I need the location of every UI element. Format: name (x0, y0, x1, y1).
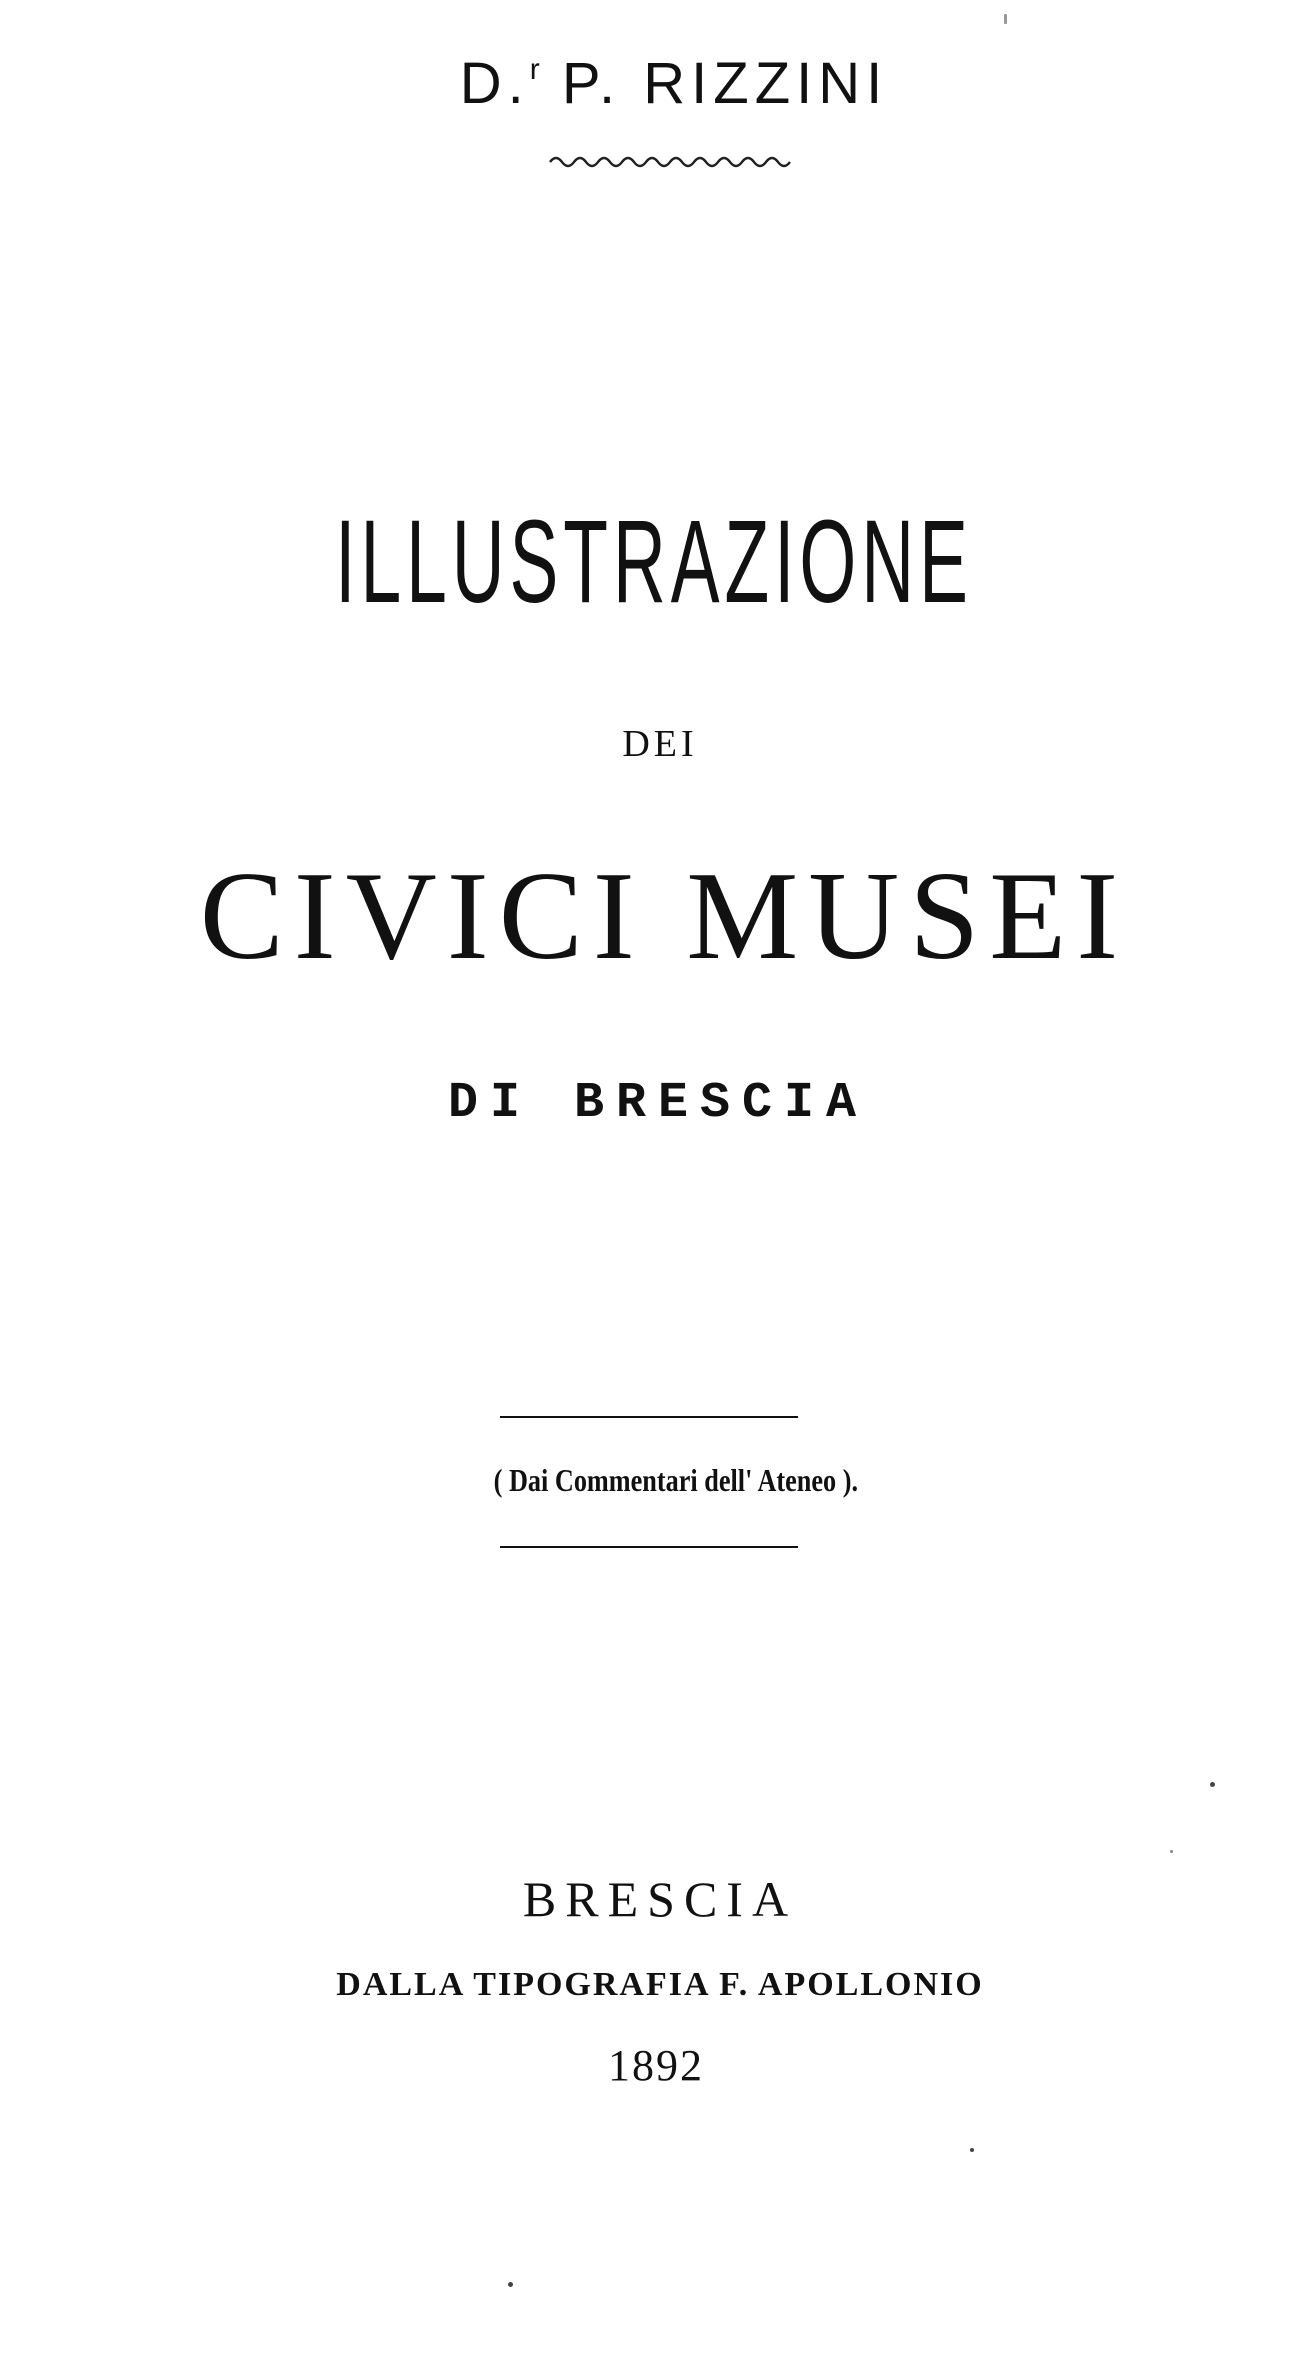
print-speck (970, 2148, 974, 2152)
author-prefix-superscript: r (529, 53, 540, 86)
print-speck (1210, 1782, 1215, 1787)
divider-rule-bottom (500, 1546, 798, 1548)
print-speck (1004, 14, 1007, 24)
imprint-city: BRESCIA (522, 1871, 798, 1927)
source-note: ( Dai Commentari dell' Ateneo ). (493, 1462, 859, 1498)
title-civici-musei: CIVICI MUSEI (199, 847, 1129, 986)
print-speck (508, 2282, 513, 2287)
author-prefix: D. (459, 51, 530, 116)
author-line (0, 50, 1308, 117)
imprint-year: 1892 (608, 2041, 704, 2090)
author-name: P. RIZZINI (561, 51, 889, 116)
divider-rule-top (500, 1416, 798, 1418)
title-illustrazione: ILLUSTRAZIONE (335, 496, 973, 628)
squiggle-ornament (548, 150, 792, 174)
title-connector-dei: DEI (622, 723, 698, 765)
title-di-brescia: DI BRESCIA (447, 1075, 869, 1132)
imprint-printer: DALLA TIPOGRAFIA F. APOLLONIO (336, 1966, 984, 2003)
print-speck (1170, 1850, 1173, 1853)
